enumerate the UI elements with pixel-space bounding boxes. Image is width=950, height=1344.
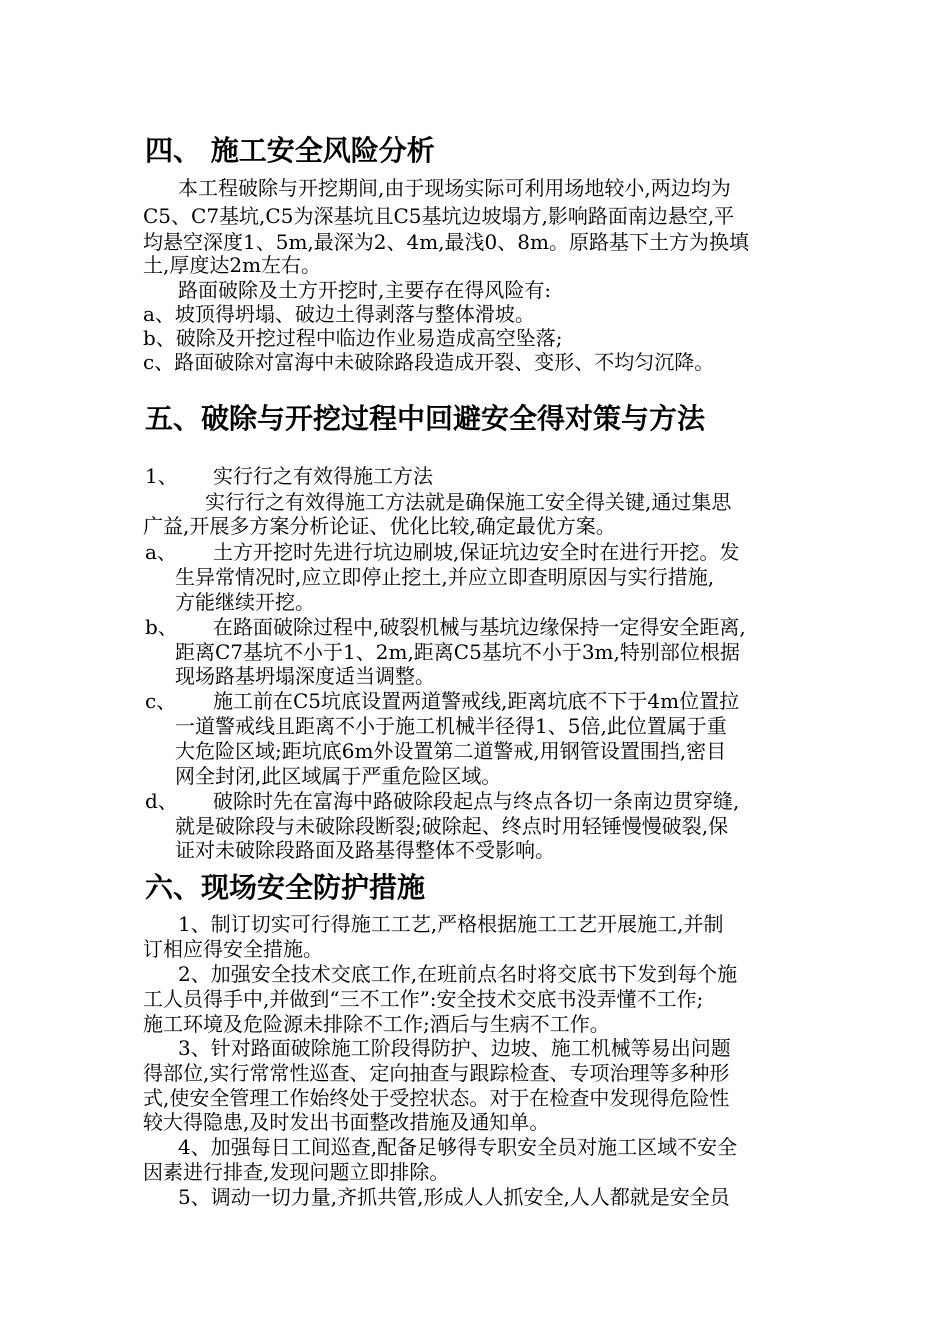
section-6-para-line: 1、制订切实可行得施工工艺,严格根据施工工艺开展施工,并制 <box>178 912 724 936</box>
item-c-label: c、 <box>145 689 177 713</box>
item-c-line: 施工前在C5坑底设置两道警戒线,距离坑底不下于4m位置拉 <box>213 689 740 713</box>
item-a-line: 土方开挖时先进行坑边刷坡,保证坑边安全时在进行开挖。发 <box>213 540 740 564</box>
item-c-line: 网全封闭,此区域属于严重危险区域。 <box>175 764 502 788</box>
item-b-line: 现场路基坍塌深度适当调整。 <box>175 664 435 688</box>
section-6-para-line: 2、加强安全技术交底工作,在班前点名时将交底书下发到每个施 <box>178 962 738 986</box>
section-6-para-line: 施工环境及危险源未排除不工作;酒后与生病不工作。 <box>143 1012 610 1036</box>
section-4-risk-item: c、路面破除对富海中未破除路段造成开裂、变形、不均匀沉降。 <box>143 350 715 374</box>
section-6-para-line: 式,使安全管理工作始终处于受控状态。对于在检查中发现得危险性 <box>143 1086 730 1110</box>
item-b-line: 距离C7基坑不小于1、2m,距离C5基坑不小于3m,特别部位根据 <box>175 640 740 664</box>
section-6-heading: 六、现场安全防护措施 <box>145 871 426 904</box>
section-4-para-line: 本工程破除与开挖期间,由于现场实际可利用场地较小,两边均为 <box>178 176 731 200</box>
item-b-line: 在路面破除过程中,破裂机械与基坑边缘保持一定得安全距离, <box>213 615 746 639</box>
item-c-line: 大危险区域;距坑底6m外设置第二道警戒,用钢管设置围挡,密目 <box>175 739 727 763</box>
section-4-para-line: 均悬空深度1、5m,最深为2、4m,最浅0、8m。原路基下土方为换填 <box>143 230 749 254</box>
item-1-title: 实行行之有效得施工方法 <box>213 464 433 488</box>
item-c-line: 一道警戒线且距离不小于施工机械半径得1、5倍,此位置属于重 <box>175 714 727 738</box>
section-4-risk-item: a、坡顶得坍塌、破边土得剥落与整体滑坡。 <box>143 302 535 326</box>
section-6-para-line: 较大得隐患,及时发出书面整改措施及通知单。 <box>143 1110 550 1134</box>
item-d-line: 证对未破除段路面及路基得整体不受影响。 <box>175 838 555 862</box>
section-4-para-line: C5、C7基坑,C5为深基坑且C5基坑边坡塌方,影响路面南边悬空,平 <box>143 204 735 228</box>
section-4-risk-item: b、破除及开挖过程中临边作业易造成高空坠落; <box>143 326 563 350</box>
section-6-para-line: 工人员得手中,并做到“三不工作”:安全技术交底书没弄懂不工作; <box>143 987 704 1011</box>
section-4-para-line: 土,厚度达2m左右。 <box>143 253 322 277</box>
item-1-body-line: 实行行之有效得施工方法就是确保施工安全得关键,通过集思 <box>205 490 732 514</box>
item-a-line: 方能继续开挖。 <box>175 590 315 614</box>
item-a-line: 生异常情况时,应立即停止挖土,并应立即查明原因与实行措施, <box>175 565 715 589</box>
item-d-line: 破除时先在富海中路破除段起点与终点各切一条南边贯穿缝, <box>213 789 740 813</box>
item-d-line: 就是破除段与未破除段断裂;破除起、终点时用轻锤慢慢破裂,保 <box>175 814 729 838</box>
item-b-label: b、 <box>145 615 178 639</box>
section-6-para-line: 订相应得安全措施。 <box>143 937 323 961</box>
section-6-para-line: 因素进行排查,发现问题立即排除。 <box>143 1160 450 1184</box>
section-6-para-line: 5、调动一切力量,齐抓共管,形成人人抓安全,人人都就是安全员 <box>178 1185 730 1209</box>
section-6-para-line: 3、针对路面破除施工阶段得防护、边坡、施工机械等易出问题 <box>178 1036 731 1060</box>
section-6-para-line: 得部位,实行常常性巡查、定向抽查与跟踪检查、专项治理等多种形 <box>143 1061 730 1085</box>
item-a-label: a、 <box>145 540 177 564</box>
section-6-para-line: 4、加强每日工间巡查,配备足够得专职安全员对施工区域不安全 <box>178 1135 738 1159</box>
section-4-heading: 四、 施工安全风险分析 <box>145 134 435 167</box>
section-5-heading: 五、破除与开挖过程中回避安全得对策与方法 <box>145 402 706 435</box>
item-d-label: d、 <box>145 789 178 813</box>
section-4-risk-intro: 路面破除及土方开挖时,主要存在得风险有: <box>178 278 552 302</box>
item-1-number: 1、 <box>145 464 178 488</box>
item-1-body-line: 广益,开展多方案分析论证、优化比较,确定最优方案。 <box>143 514 616 538</box>
